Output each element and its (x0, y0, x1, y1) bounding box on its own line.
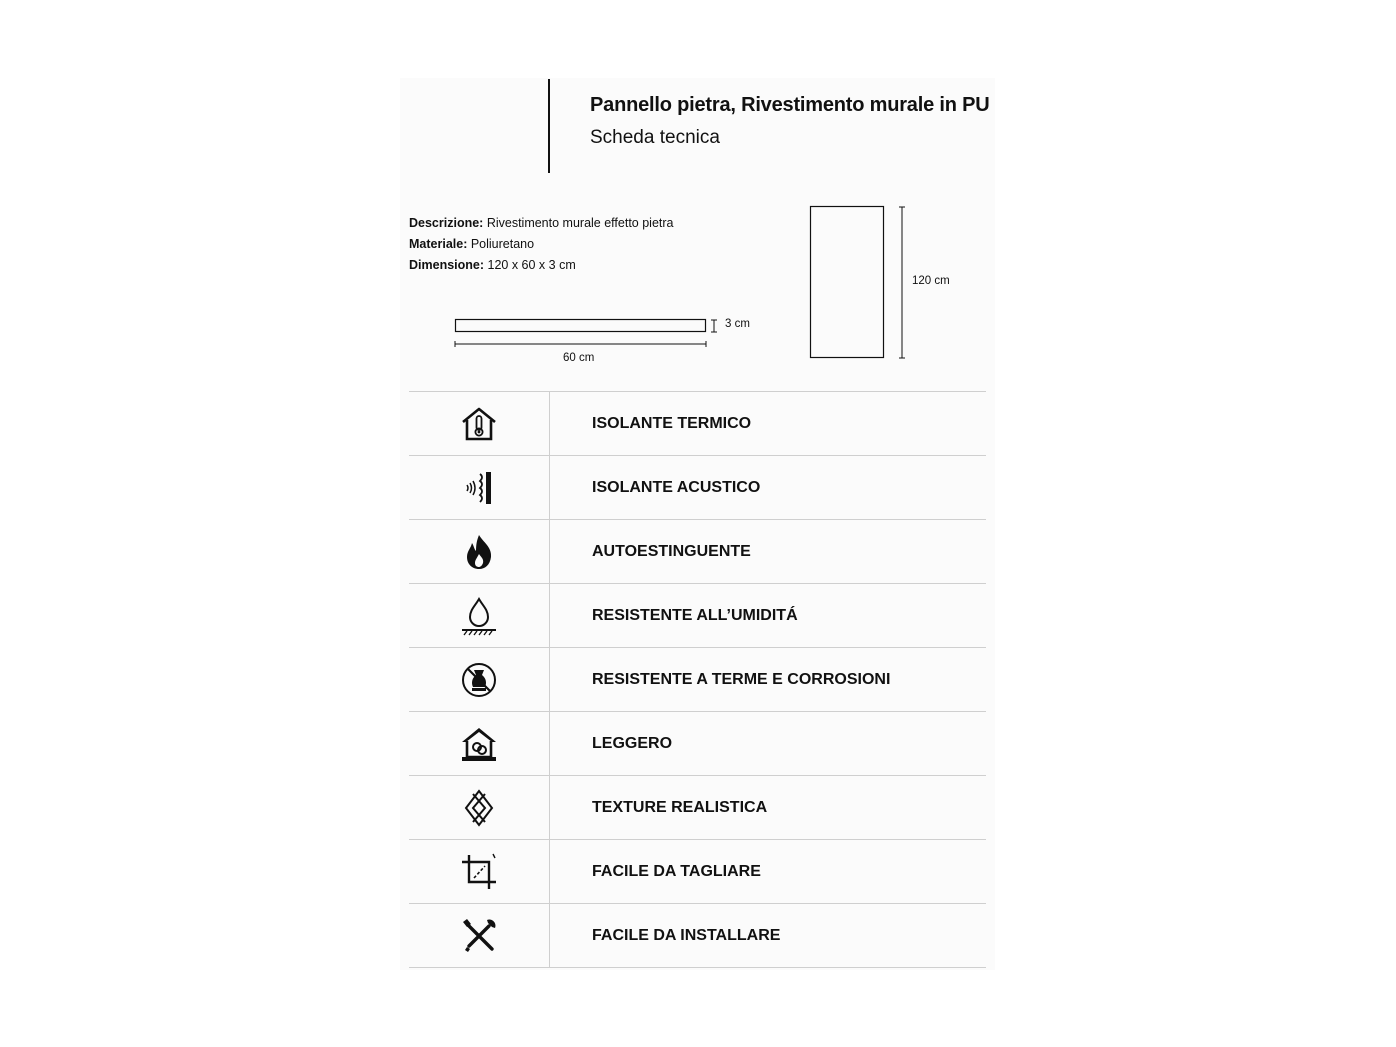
spec-material (409, 237, 534, 251)
feature-label: RESISTENTE ALL’UMIDITÁ (592, 607, 798, 624)
feature-label: FACILE DA TAGLIARE (592, 863, 761, 880)
panel-front-view (806, 202, 910, 362)
sound-wave-icon (459, 468, 499, 508)
tools-icon (459, 916, 499, 956)
feature-label: ISOLANTE ACUSTICO (592, 479, 761, 496)
diamond-texture-icon (459, 788, 499, 828)
spec-dimension-value: 120 x 60 x 3 cm (484, 258, 576, 272)
feature-row (409, 775, 986, 839)
feature-row (409, 903, 986, 968)
flame-icon (459, 532, 499, 572)
spec-material-value: Poliuretano (467, 237, 535, 251)
spec-dimension-label: Dimensione: (409, 258, 485, 272)
feature-row (409, 583, 986, 647)
thickness-label: 3 cm (725, 318, 750, 330)
panel-side-view (450, 314, 722, 350)
spec-dimension (409, 258, 576, 272)
feature-row (409, 519, 986, 583)
feature-label: FACILE DA INSTALLARE (592, 927, 781, 944)
feature-label: LEGGERO (592, 735, 673, 752)
thermal-house-icon (459, 405, 499, 443)
height-label: 120 cm (912, 275, 950, 287)
feature-label: AUTOESTINGUENTE (592, 543, 751, 560)
spec-description-label: Descrizione: (409, 216, 484, 230)
width-label: 60 cm (563, 352, 595, 364)
page-title: Pannello pietra, Rivestimento murale in PU (590, 94, 990, 116)
spec-material-label: Materiale: (409, 237, 468, 251)
water-drop-icon (459, 595, 499, 637)
feature-row (409, 839, 986, 903)
page-subtitle: Scheda tecnica (590, 127, 720, 148)
features-table (409, 391, 986, 968)
spec-description-value: Rivestimento murale effetto pietra (483, 216, 674, 230)
feature-row (409, 647, 986, 711)
no-corrosion-icon (459, 660, 499, 700)
feature-row (409, 711, 986, 775)
feature-row (409, 455, 986, 519)
light-house-icon (459, 725, 499, 763)
header-divider (548, 79, 550, 173)
feature-label: ISOLANTE TERMICO (592, 415, 752, 432)
crop-icon (459, 852, 499, 892)
spec-description (409, 216, 673, 230)
feature-label: TEXTURE REALISTICA (592, 799, 768, 816)
feature-label: RESISTENTE A TERME E CORROSIONI (592, 671, 891, 688)
feature-row (409, 391, 986, 455)
